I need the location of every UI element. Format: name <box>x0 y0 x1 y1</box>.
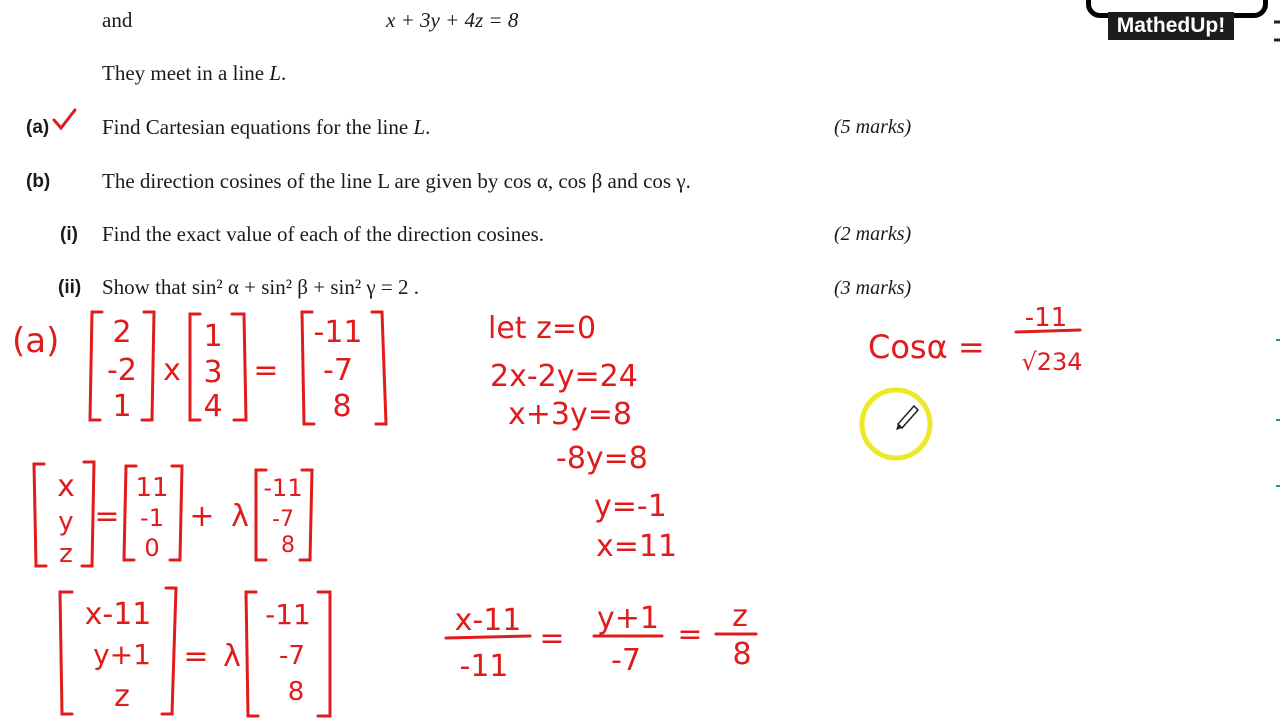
and-word: and <box>102 8 133 32</box>
step-5: x=11 <box>596 529 678 564</box>
step-0: let z=0 <box>488 311 597 346</box>
point-vec-2: 0 <box>144 534 160 562</box>
diff-vec-0: x-11 <box>84 597 152 632</box>
brand-logo: MathedUp! <box>1108 12 1234 40</box>
cursor-highlight-ring <box>862 390 930 458</box>
part-a-line-name: L <box>413 115 426 139</box>
part-i-text: Find the exact value of each of the direction cosines. <box>102 222 545 246</box>
step-2: x+3y=8 <box>508 397 632 432</box>
part-ii-marks: (3 marks) <box>834 277 912 299</box>
cross-equals: = <box>253 353 279 388</box>
dir-vec2-2: 8 <box>287 677 305 707</box>
diff-vec-2: z <box>114 679 130 714</box>
diff-vec-1: y+1 <box>93 638 151 671</box>
point-vec-1: -1 <box>140 504 164 532</box>
cross-vec1-1: -2 <box>107 353 137 388</box>
part-a-label: (a) <box>26 117 50 138</box>
plus-sign: + <box>189 499 215 534</box>
pos-vec-2: z <box>59 539 73 569</box>
cross-vec2-1: 3 <box>203 355 223 390</box>
cross-result-2: 8 <box>332 389 352 424</box>
pen-cursor-icon <box>896 406 918 430</box>
step-3: -8y=8 <box>556 441 648 476</box>
cross-vec1-2: 1 <box>112 389 132 424</box>
cross-vec2-2: 4 <box>203 389 223 424</box>
cart-den3: 8 <box>732 637 752 672</box>
part-a-marks: (5 marks) <box>834 116 912 138</box>
cross-vec1-0: 2 <box>112 315 132 350</box>
dir-vec-0: -11 <box>263 474 303 502</box>
cos-alpha-den: √234 <box>1021 348 1083 376</box>
cart-den1: -11 <box>459 649 509 684</box>
part-ii-text: Show that sin² α + sin² β + sin² γ = 2 . <box>102 275 419 299</box>
cart-num3: z <box>732 599 748 634</box>
part-b-label: (b) <box>26 171 51 192</box>
pos-equals: = <box>94 499 120 534</box>
part-i-marks: (2 marks) <box>834 223 912 245</box>
cos-alpha-label: Cosα = <box>868 328 985 366</box>
cart-eq2: = <box>677 617 703 652</box>
cart-num2: y+1 <box>597 601 659 636</box>
pos-vec-0: x <box>57 469 75 504</box>
cart-den2: -7 <box>611 643 641 678</box>
dir-vec2-1: -7 <box>279 641 305 671</box>
hw-part-label: (a) <box>12 321 60 361</box>
dir-vec-2: 8 <box>281 533 295 558</box>
lambda-2: λ <box>223 639 241 674</box>
cross-vec2-0: 1 <box>203 319 223 354</box>
meet-text: They meet in a line <box>102 61 265 85</box>
cart-num1: x-11 <box>454 603 522 638</box>
step-4: y=-1 <box>594 489 667 524</box>
step-1: 2x-2y=24 <box>490 359 638 394</box>
cross-result-1: -7 <box>323 353 353 388</box>
diff-equals: = <box>183 639 209 674</box>
dir-vec-1: -7 <box>272 507 294 532</box>
part-a-text: Find Cartesian equations for the line <box>102 115 409 139</box>
part-i-label: (i) <box>60 224 78 245</box>
lambda-1: λ <box>231 499 249 534</box>
cross-result-0: -11 <box>313 315 363 350</box>
cos-alpha-num: -11 <box>1024 303 1068 333</box>
pos-vec-1: y <box>58 507 74 537</box>
check-mark-icon <box>54 110 75 128</box>
part-b-text: The direction cosines of the line L are given by cos α, cos β and cos γ. <box>102 169 691 193</box>
cross-operator: x <box>163 353 181 388</box>
cart-eq1: = <box>539 621 565 656</box>
part-a-sentence: Find Cartesian equations for the line L. <box>102 115 431 139</box>
part-ii-label: (ii) <box>58 277 82 298</box>
meet-sentence: They meet in a line L. <box>102 61 287 85</box>
dir-vec2-0: -11 <box>265 598 311 631</box>
point-vec-0: 11 <box>135 473 169 503</box>
line-name: L <box>269 61 282 85</box>
plane-equation: x + 3y + 4z = 8 <box>386 8 519 32</box>
